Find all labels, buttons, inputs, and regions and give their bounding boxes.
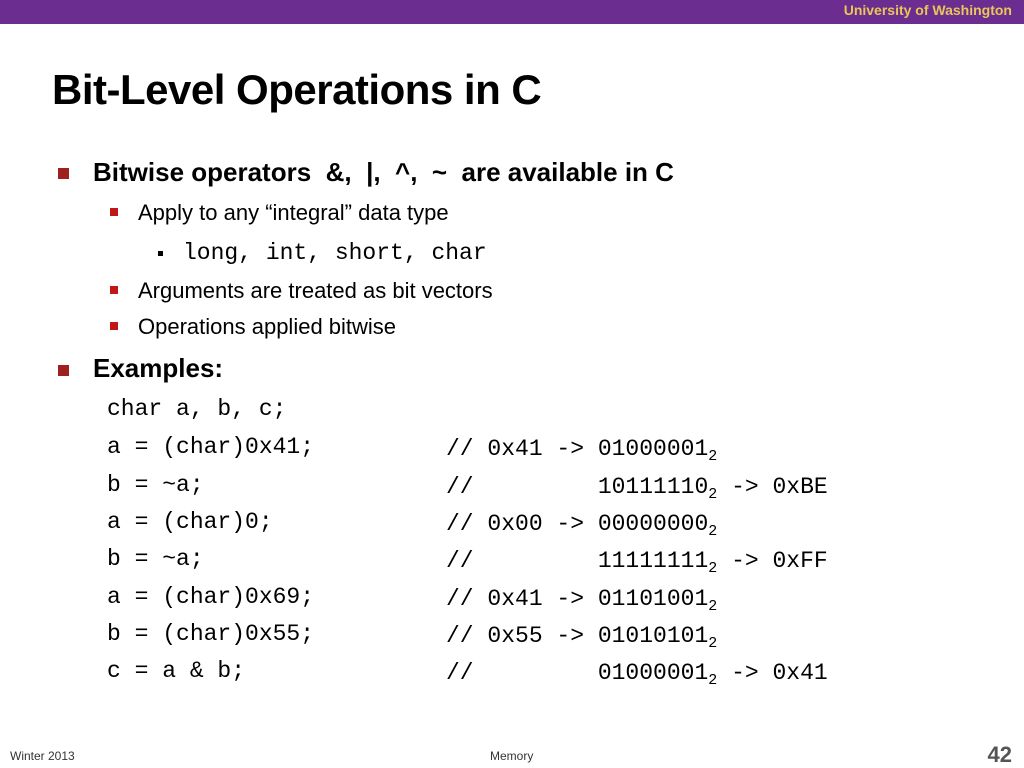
code-comment: // $0x41 -> 01101001_2$ bbox=[446, 586, 718, 615]
code-line: b = ~a; bbox=[107, 546, 204, 572]
sub-sub-bullet-marker bbox=[158, 251, 163, 256]
code-comment: // $01000001_2 -> 0x41$ bbox=[446, 660, 828, 689]
bullet-marker bbox=[58, 168, 69, 179]
sub-bullet-marker bbox=[110, 208, 118, 216]
slide-title: Bit-Level Operations in C bbox=[52, 66, 542, 113]
code-line: c = a & b; bbox=[107, 658, 246, 684]
code-comment: // $0x00 -> 00000000_2$ bbox=[446, 511, 718, 540]
integral-type-list: long, int, short, char bbox=[183, 240, 487, 266]
footer-topic: Memory bbox=[490, 749, 534, 763]
code-line: b = ~a; bbox=[107, 472, 204, 498]
header-bar bbox=[0, 0, 1024, 24]
sub-bullet-marker bbox=[110, 286, 118, 294]
institution-name: University of Washington bbox=[843, 2, 1012, 18]
sub-bullet-bit-vectors: Arguments are treated as bit vectors bbox=[138, 278, 493, 303]
code-line: a = (char)0x41; bbox=[107, 434, 315, 460]
page-number: 42 bbox=[987, 742, 1012, 767]
footer-term: Winter 2013 bbox=[10, 749, 75, 763]
bullet-bitwise-operators: Bitwise operators &, |, ^, ~ are available in C bbox=[93, 157, 674, 187]
bullet-examples: Examples: bbox=[93, 353, 224, 383]
code-line: b = (char)0x55; bbox=[107, 621, 315, 647]
code-comment: // $11111111_2 -> 0xFF$ bbox=[446, 548, 828, 577]
sub-bullet-integral-types: Apply to any “integral” data type bbox=[138, 200, 449, 225]
sub-bullet-bitwise: Operations applied bitwise bbox=[138, 314, 397, 339]
code-line: a = (char)0x69; bbox=[107, 584, 315, 610]
code-comment: // $0x41 -> 01000001_2$ bbox=[446, 436, 718, 465]
code-comment: // $0x55 -> 01010101_2$ bbox=[446, 623, 718, 652]
bullet-marker bbox=[58, 365, 69, 376]
sub-bullet-marker bbox=[110, 322, 118, 330]
code-line: a = (char)0; bbox=[107, 509, 273, 535]
code-comment: // $10111110_2 -> 0xBE$ bbox=[446, 474, 828, 503]
code-line: char a, b, c; bbox=[107, 396, 287, 422]
